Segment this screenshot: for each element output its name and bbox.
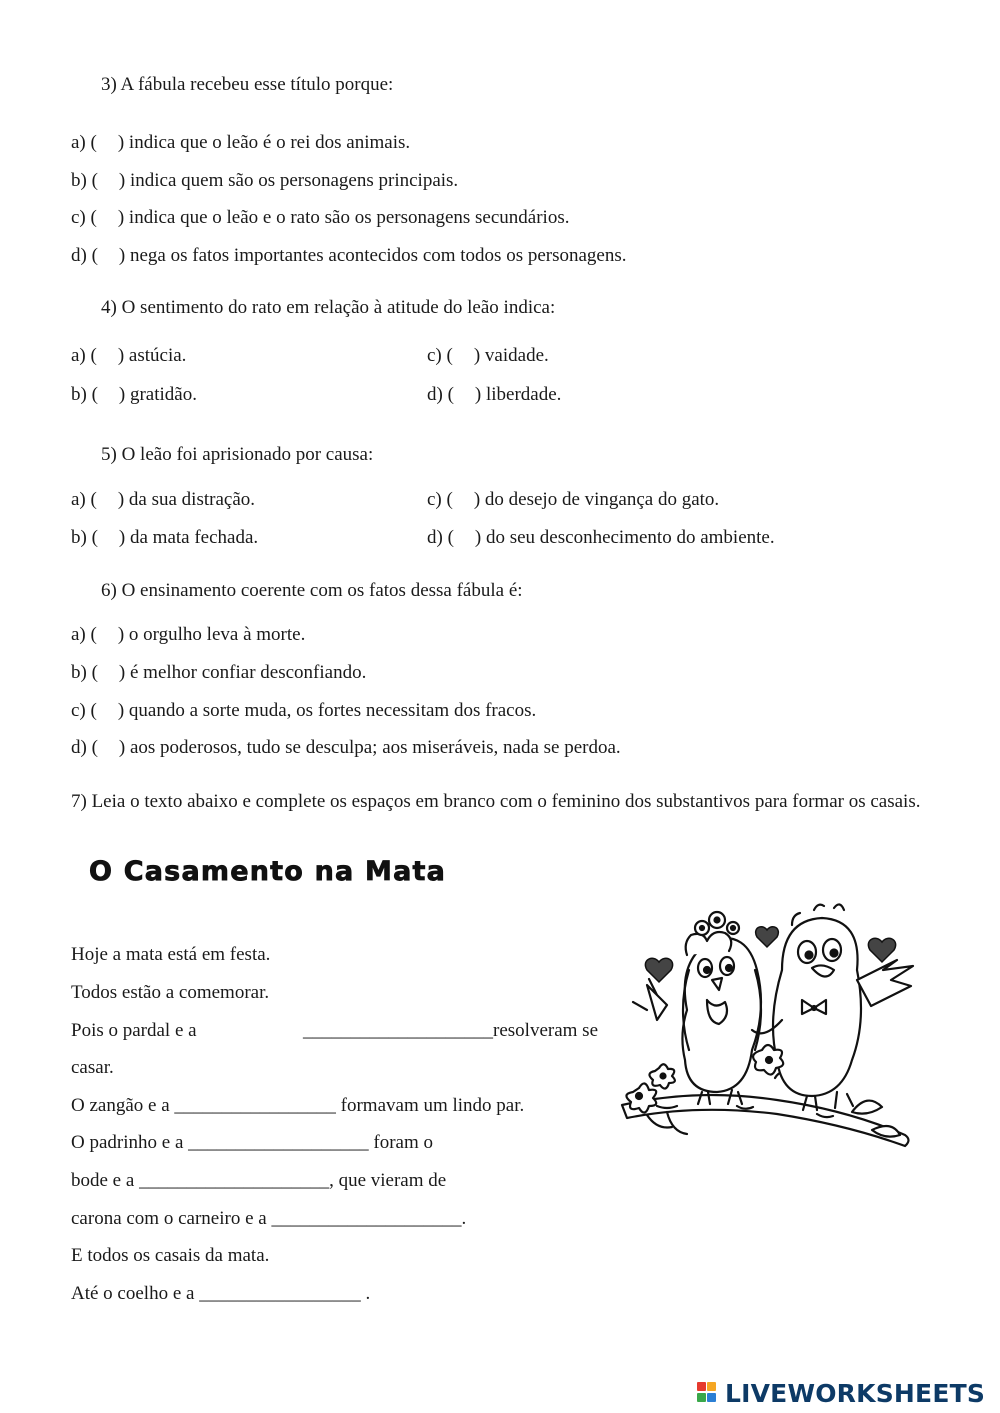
q5-option-c[interactable] xyxy=(427,490,719,509)
option-label: b) ( xyxy=(71,170,98,191)
option-label: d) ( xyxy=(427,527,454,548)
answer-blank-4[interactable]: ____________________ xyxy=(139,1170,330,1191)
q3-option-d[interactable] xyxy=(71,246,627,265)
liveworksheets-logo[interactable] xyxy=(697,1378,985,1408)
q3-option-b[interactable] xyxy=(71,171,458,190)
answer-blank-6[interactable]: _________________ xyxy=(199,1283,361,1304)
q4-option-b[interactable] xyxy=(71,385,197,404)
q4-option-d[interactable] xyxy=(427,385,561,404)
q4-option-a[interactable] xyxy=(71,346,186,365)
q3-option-a[interactable] xyxy=(71,133,410,152)
question-7-instruction: 7) Leia o texto abaixo e complete os espaços em branco com o feminino dos substantivos para formar os casais. xyxy=(71,791,921,812)
poem-text: bode e a xyxy=(71,1170,135,1191)
poem-text: O zangão e a xyxy=(71,1095,170,1116)
question-5-title: 5) O leão foi aprisionado por causa: xyxy=(101,444,374,465)
question-3-title: 3) A fábula recebeu esse título porque: xyxy=(101,74,394,95)
q3-option-c[interactable] xyxy=(71,208,569,227)
option-text: ) vaidade. xyxy=(473,345,549,366)
option-text: ) da mata fechada. xyxy=(118,527,259,548)
option-label: d) ( xyxy=(71,737,98,758)
poem-text: resolveram se xyxy=(493,1020,598,1041)
poem-line-8 xyxy=(71,1209,466,1228)
liveworksheets-logo-text: LIVEWORKSHEETS xyxy=(725,1378,986,1408)
poem-text: formavam um lindo par. xyxy=(340,1095,525,1116)
option-text: ) astúcia. xyxy=(117,345,187,366)
option-text: ) liberdade. xyxy=(474,384,562,405)
option-label: b) ( xyxy=(71,662,98,683)
blank-line: ____________________ xyxy=(303,1020,494,1041)
answer-blank-5[interactable]: ____________________ xyxy=(271,1208,462,1229)
poem-line-6 xyxy=(71,1133,433,1152)
poem-text: . xyxy=(461,1208,467,1229)
option-text: ) nega os fatos importantes acontecidos com todos os personagens. xyxy=(118,245,627,266)
option-label: c) ( xyxy=(427,345,453,366)
option-text: ) quando a sorte muda, os fortes necessitam dos fracos. xyxy=(117,700,537,721)
option-text: ) é melhor confiar desconfiando. xyxy=(118,662,367,683)
option-text: ) do desejo de vingança do gato. xyxy=(473,489,720,510)
poem-title: O Casamento na Mata xyxy=(89,856,447,887)
option-text: ) gratidão. xyxy=(118,384,197,405)
option-label: c) ( xyxy=(71,700,97,721)
answer-blank-1[interactable] xyxy=(303,1021,598,1040)
poem-line-5 xyxy=(71,1096,524,1115)
q5-option-d[interactable] xyxy=(427,528,775,547)
poem-text: . xyxy=(365,1283,371,1304)
poem-line-10 xyxy=(71,1284,370,1303)
q6-option-c[interactable] xyxy=(71,701,536,720)
poem-text: carona com o carneiro e a xyxy=(71,1208,267,1229)
q6-option-a[interactable] xyxy=(71,625,305,644)
poem-line-4: casar. xyxy=(71,1057,114,1078)
option-text: ) do seu desconhecimento do ambiente. xyxy=(474,527,775,548)
q5-option-a[interactable] xyxy=(71,490,255,509)
poem-line-2: Todos estão a comemorar. xyxy=(71,982,270,1003)
q6-option-d[interactable] xyxy=(71,738,621,757)
option-text: ) o orgulho leva à morte. xyxy=(117,624,306,645)
option-text: ) da sua distração. xyxy=(117,489,256,510)
poem-line-7 xyxy=(71,1171,446,1190)
option-label: a) ( xyxy=(71,345,97,366)
option-label: c) ( xyxy=(427,489,453,510)
poem-text: Pois o pardal e a xyxy=(71,1020,197,1041)
option-text: ) indica quem são os personagens principais. xyxy=(118,170,459,191)
question-4-title: 4) O sentimento do rato em relação à atitude do leão indica: xyxy=(101,297,556,318)
option-text: ) indica que o leão é o rei dos animais. xyxy=(117,132,411,153)
poem-line-1: Hoje a mata está em festa. xyxy=(71,944,271,965)
option-text: ) aos poderosos, tudo se desculpa; aos miseráveis, nada se perdoa. xyxy=(118,737,621,758)
option-label: d) ( xyxy=(71,245,98,266)
option-label: b) ( xyxy=(71,527,98,548)
option-label: d) ( xyxy=(427,384,454,405)
poem-line-3 xyxy=(71,1021,598,1040)
question-6-title: 6) O ensinamento coerente com os fatos dessa fábula é: xyxy=(101,580,523,601)
option-label: b) ( xyxy=(71,384,98,405)
option-label: a) ( xyxy=(71,489,97,510)
poem-text: Até o coelho e a xyxy=(71,1283,195,1304)
liveworksheets-logo-icon xyxy=(697,1380,723,1406)
option-label: a) ( xyxy=(71,132,97,153)
poem-text: O padrinho e a xyxy=(71,1132,184,1153)
option-text: ) indica que o leão e o rato são os personagens secundários. xyxy=(117,207,570,228)
answer-blank-2[interactable]: _________________ xyxy=(174,1095,336,1116)
q6-option-b[interactable] xyxy=(71,663,366,682)
q4-option-c[interactable] xyxy=(427,346,549,365)
poem-text: , que vieram de xyxy=(329,1170,447,1191)
birds-wedding-illustration xyxy=(617,900,937,1155)
poem-line-9: E todos os casais da mata. xyxy=(71,1245,270,1266)
answer-blank-3[interactable]: ___________________ xyxy=(188,1132,369,1153)
poem-text: foram o xyxy=(373,1132,434,1153)
q5-option-b[interactable] xyxy=(71,528,258,547)
option-label: a) ( xyxy=(71,624,97,645)
option-label: c) ( xyxy=(71,207,97,228)
